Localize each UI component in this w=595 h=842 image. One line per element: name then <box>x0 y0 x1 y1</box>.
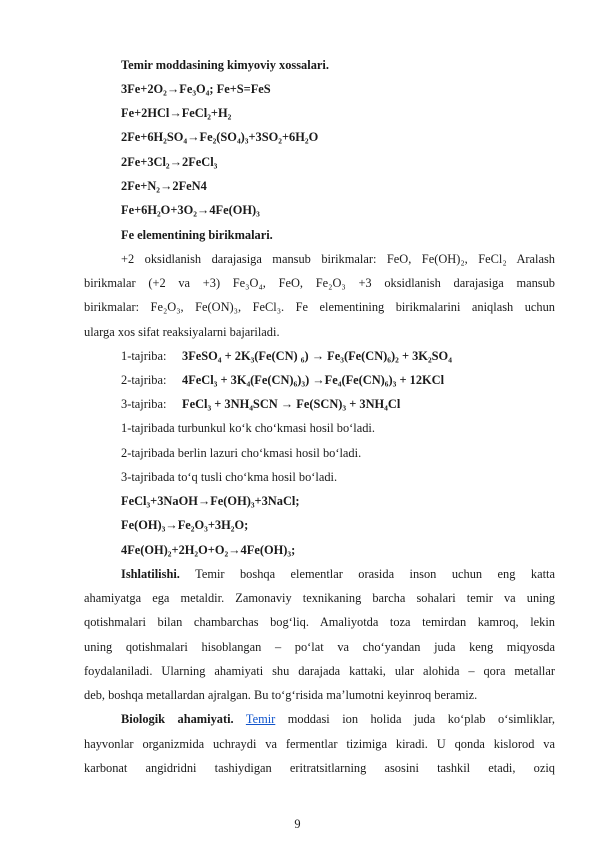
observation-line: 2-tajribada berlin lazuri cho‘kmasi hosil bo‘ladi. <box>121 446 362 460</box>
test-line <box>121 349 595 364</box>
reaction-line: 4Fe(OH)₂+2H₂O+O₂→4Fe(OH)₃; <box>121 543 296 557</box>
paragraph-line: karbonat angidridni tashiydigan eritratsitlarning asosini tashkil etadi, oziq <box>84 761 555 775</box>
reaction-line: 2Fe+N₂→2FeN4 <box>121 179 207 193</box>
bio-first-line <box>121 712 555 727</box>
reaction-line: Fe+6H₂O+3O₂→4Fe(OH)₃ <box>121 203 260 217</box>
usage-first-line <box>121 567 555 582</box>
reaction-line: 2Fe+3Cl₂→2FeCl₃ <box>121 155 218 169</box>
reaction-line: FeCl₃+3NaOH→Fe(OH)₃+3NaCl; <box>121 494 300 508</box>
test-equation: 3FeSO₄ + 2K₃(Fe(CN) ₆) → Fe₃(Fe(CN)₆)₂ + 3K₂SO₄ <box>182 349 452 363</box>
observation-line: 3-tajribada to‘q tusli cho‘kma hosil bo‘ladi. <box>121 470 338 484</box>
usage-text: Temir boshqa elementlar orasida inson uchun eng katta <box>179 567 555 581</box>
test-equation: FeCl₃ + 3NH₄SCN → Fe(SCN)₃ + 3NH₄Cl <box>182 397 401 411</box>
paragraph-line: ahamiyatga ega metaldir. Zamonaviy texnikaning barcha sohalari temir va uning <box>84 591 555 605</box>
bio-title: Biologik ahamiyati. <box>121 712 234 726</box>
reaction-line: 2Fe+6H₂SO₄→Fe₂(SO₄)₃+3SO₂+6H₂O <box>121 130 319 144</box>
paragraph-line: uning qotishmalari hisoblangan – po‘lat va cho‘yandan juda keng miqyosda <box>84 640 555 654</box>
paragraph-line: foydalaniladi. Ularning ahamiyati shu darajada kattaki, ular alohida – qora metallar <box>84 664 555 678</box>
paragraph-line: ularga xos sifat reaksiyalarni bajariladi. <box>84 325 280 339</box>
test-label: 2-tajriba: <box>121 373 167 387</box>
test-label: 1-tajriba: <box>121 349 167 363</box>
heading-compounds: Fe elementining birikmalari. <box>121 228 273 242</box>
heading-properties: Temir moddasining kimyoviy xossalari. <box>121 58 329 72</box>
observation-line: 1-tajribada turbunkul ko‘k cho‘kmasi hosil bo‘ladi. <box>121 421 375 435</box>
page-number: 9 <box>294 817 301 831</box>
reaction-line: Fe+2HCl→FeCl₂+H₂ <box>121 106 232 120</box>
usage-title: Ishlatilishi. <box>121 567 180 581</box>
paragraph-line: qotishmalari bilan chambarchas bog‘liq. Amaliyotda toza temirdan kamroq, lekin <box>84 615 555 629</box>
temir-link[interactable]: Temir <box>245 712 276 726</box>
test-label: 3-tajriba: <box>121 397 167 411</box>
paragraph-line: +2 oksidlanish darajasiga mansub birikmalar: FeO, Fe(OH)₂, FeCl₂ Aralash <box>121 252 555 266</box>
paragraph-line: birikmalar: Fe₂O₃, Fe(ON)₃, FeCl₃. Fe elementining birikmalarini aniqlash uchun <box>84 300 555 314</box>
reaction-line: 3Fe+2O₂→Fe₃O₄; Fe+S=FeS <box>121 82 271 96</box>
paragraph-line: birikmalar (+2 va +3) Fe₃O₄, FeO, Fe₂O₃ +3 oksidlanish darajasiga mansub <box>84 276 555 290</box>
test-line <box>121 373 595 388</box>
test-line <box>121 397 595 412</box>
reaction-line: Fe(OH)₃→Fe₂O₃+3H₂O; <box>121 518 249 532</box>
bio-text: moddasi ion holida juda ko‘plab o‘simliklar, <box>275 712 555 726</box>
paragraph-line: hayvonlar organizmida uchraydi va fermentlar tizimiga kiradi. U qonda kislorod va <box>84 737 555 751</box>
test-equation: 4FeCl₃ + 3K₄(Fe(CN)₆)₃) →Fe₄(Fe(CN)₆)₃ + 12KCl <box>182 373 445 387</box>
paragraph-line: deb, boshqa metallardan ajralgan. Bu to‘g‘risida ma’lumotni keyinroq beramiz. <box>84 688 478 702</box>
